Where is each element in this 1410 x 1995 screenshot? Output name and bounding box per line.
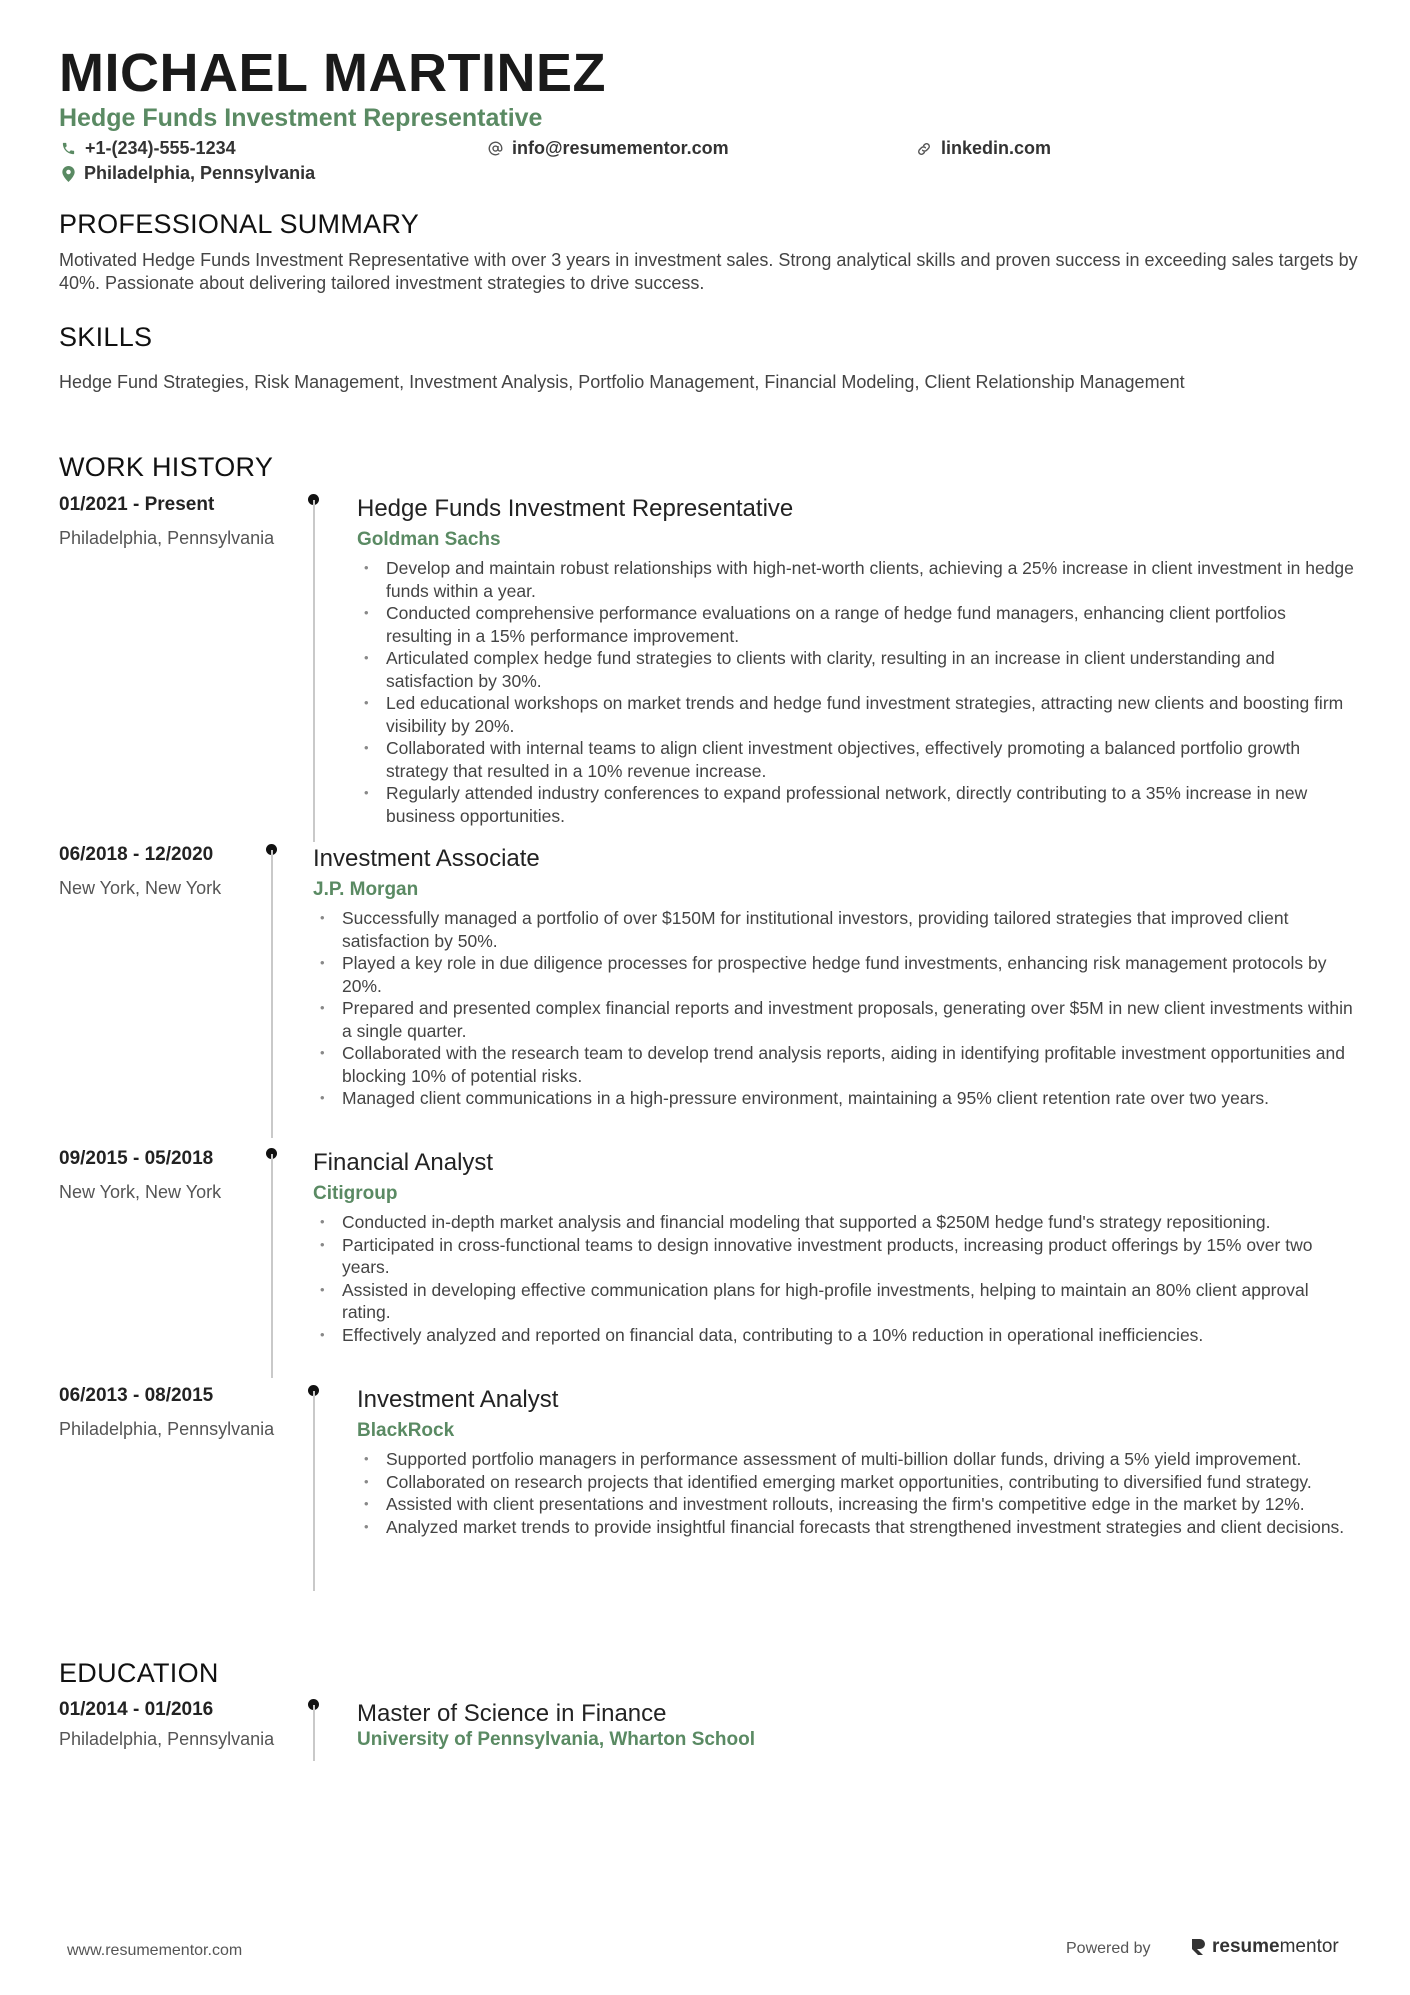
job-bullet: • Conducted comprehensive performance evaluations on a range of hedge fund managers, enhancing client portfolios resulting in a 15% performance improvement. <box>386 602 1354 647</box>
resumementor-logo[interactable] <box>1190 1936 1339 1958</box>
link-icon <box>916 141 932 157</box>
job-bullet: • Successfully managed a portfolio of over $150M for institutional investors, providing tailored strategies that improved client satisfaction by 50%. <box>342 907 1354 952</box>
job-title: Hedge Funds Investment Representative <box>357 495 794 522</box>
job-date: 06/2018 - 12/2020 <box>59 844 214 865</box>
job-title: Investment Associate <box>313 845 540 872</box>
summary-text: Motivated Hedge Funds Investment Representative with over 3 years in investment sales. Strong analytical skills and proven success in exceeding sales targets by 40%. Passionate about delivering tailored investment strategies to drive success. <box>59 250 1358 293</box>
skills-heading: SKILLS <box>59 322 153 352</box>
email-text: info@resumementor.com <box>512 138 729 158</box>
job-company: J.P. Morgan <box>313 879 419 900</box>
resumementor-logo-icon <box>1190 1937 1206 1957</box>
job-bullet: • Assisted with client presentations and investment rollouts, increasing the firm's competitive edge in the market by 12%. <box>386 1493 1354 1516</box>
job-bullet: • Assisted in developing effective communication plans for high-profile investments, helping to maintain an 80% client approval rating. <box>342 1279 1354 1324</box>
candidate-role: Hedge Funds Investment Representative <box>59 104 543 132</box>
job-bullets <box>386 557 1354 827</box>
footer-url[interactable]: www.resumementor.com <box>67 1942 243 1959</box>
job-bullets <box>342 1211 1354 1346</box>
timeline-line <box>313 500 315 842</box>
contact-email[interactable] <box>488 138 729 159</box>
job-bullet: • Managed client communications in a high-pressure environment, maintaining a 95% client retention rate over two years. <box>342 1087 1354 1110</box>
summary-heading: PROFESSIONAL SUMMARY <box>59 209 420 239</box>
contact-linkedin[interactable] <box>916 138 1051 159</box>
phone-icon <box>61 141 76 156</box>
job-bullet: • Conducted in-depth market analysis and financial modeling that supported a $250M hedge fund's strategy repositioning. <box>342 1211 1354 1234</box>
brand-bold: resume <box>1212 1936 1280 1957</box>
job-bullet: • Led educational workshops on market trends and hedge fund investment strategies, attracting new clients and boosting firm visibility by 20%. <box>386 692 1354 737</box>
education-school: University of Pennsylvania, Wharton School <box>357 1729 756 1750</box>
job-bullet: • Articulated complex hedge fund strategies to clients with clarity, resulting in an increase in client understanding and satisfaction by 30%. <box>386 647 1354 692</box>
job-bullets <box>386 1448 1354 1538</box>
timeline-line <box>313 1705 315 1761</box>
job-title: Financial Analyst <box>313 1149 494 1176</box>
job-bullet: • Collaborated on research projects that identified emerging market opportunities, contributing to diversified fund strategy. <box>386 1471 1354 1494</box>
work-history-heading: WORK HISTORY <box>59 452 274 482</box>
job-bullet: • Collaborated with internal teams to align client investment objectives, effectively promoting a balanced portfolio growth strategy that resulted in a 10% revenue increase. <box>386 737 1354 782</box>
timeline-line <box>271 1154 273 1378</box>
education-degree: Master of Science in Finance <box>357 1700 667 1727</box>
job-location: New York, New York <box>59 1182 222 1202</box>
job-bullet: • Prepared and presented complex financial reports and investment proposals, generating over $5M in new client investments within a single quarter. <box>342 997 1354 1042</box>
location-pin-icon <box>62 166 75 182</box>
job-bullet: • Effectively analyzed and reported on financial data, contributing to a 10% reduction in operational inefficiencies. <box>342 1324 1354 1347</box>
job-bullet: • Played a key role in due diligence processes for prospective hedge fund investments, enhancing risk management protocols by 20%. <box>342 952 1354 997</box>
contact-phone <box>61 138 236 159</box>
job-location: Philadelphia, Pennsylvania <box>59 528 275 548</box>
job-title: Investment Analyst <box>357 1386 559 1413</box>
job-company: Citigroup <box>313 1183 398 1204</box>
job-bullet: • Analyzed market trends to provide insightful financial forecasts that strengthened investment strategies and client decisions. <box>386 1516 1354 1539</box>
job-bullet: • Collaborated with the research team to develop trend analysis reports, aiding in identifying profitable investment opportunities and blocking 10% of potential risks. <box>342 1042 1354 1087</box>
skills-text: Hedge Fund Strategies, Risk Management, Investment Analysis, Portfolio Management, Financial Modeling, Client Relationship Management <box>59 372 1185 392</box>
job-bullet: • Regularly attended industry conferences to expand professional network, directly contributing to a 35% increase in new business opportunities. <box>386 782 1354 827</box>
linkedin-text: linkedin.com <box>941 138 1052 158</box>
timeline-line <box>271 850 273 1138</box>
phone-text: +1-(234)-555-1234 <box>85 138 236 158</box>
timeline-line <box>313 1391 315 1591</box>
job-bullet: • Develop and maintain robust relationships with high-net-worth clients, achieving a 25% increase in client investment in hedge funds within a year. <box>386 557 1354 602</box>
job-bullets <box>342 907 1354 1110</box>
job-date: 06/2013 - 08/2015 <box>59 1385 214 1406</box>
brand-rest: mentor <box>1279 1936 1339 1957</box>
job-date: 01/2021 - Present <box>59 494 215 515</box>
job-location: New York, New York <box>59 878 222 898</box>
job-bullet: • Supported portfolio managers in performance assessment of multi-billion dollar funds, driving a 5% yield improvement. <box>386 1448 1354 1471</box>
job-date: 09/2015 - 05/2018 <box>59 1148 214 1169</box>
powered-by-label: Powered by <box>1066 1940 1151 1957</box>
location-text: Philadelphia, Pennsylvania <box>84 163 316 183</box>
job-bullet: • Participated in cross-functional teams to design innovative investment products, increasing product offerings by 15% over two years. <box>342 1234 1354 1279</box>
job-location: Philadelphia, Pennsylvania <box>59 1419 275 1439</box>
contact-location <box>62 163 315 184</box>
job-company: Goldman Sachs <box>357 529 501 550</box>
education-heading: EDUCATION <box>59 1658 219 1688</box>
at-icon <box>488 141 503 156</box>
education-date: 01/2014 - 01/2016 <box>59 1699 214 1720</box>
candidate-name: MICHAEL MARTINEZ <box>59 43 606 103</box>
education-location: Philadelphia, Pennsylvania <box>59 1729 275 1749</box>
job-company: BlackRock <box>357 1420 455 1441</box>
